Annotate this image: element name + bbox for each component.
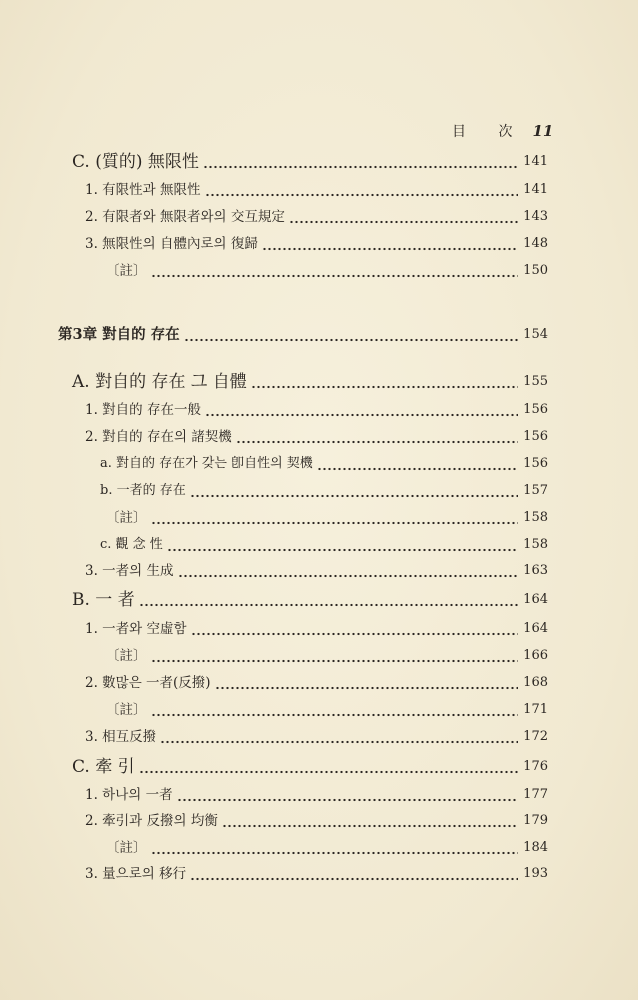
toc-entry-page: 163 — [523, 563, 548, 578]
toc-entry — [0, 644, 638, 666]
toc-entry-label: 〔註〕 — [106, 510, 147, 526]
toc-entry-page: 172 — [523, 729, 548, 744]
leader-dots — [190, 481, 518, 501]
toc-entry-page: 150 — [523, 263, 548, 278]
toc-entry — [0, 533, 638, 555]
leader-dots — [177, 785, 518, 805]
toc-entry-label: 1. 有限性과 無限性 — [85, 182, 201, 198]
toc-entry-label: 〔註〕 — [106, 263, 147, 279]
leader-dots — [139, 590, 518, 610]
toc-entry — [0, 862, 638, 884]
toc-entry-page: 171 — [523, 702, 548, 717]
leader-dots — [289, 207, 518, 227]
leader-dots — [222, 811, 518, 831]
leader-dots — [151, 508, 519, 528]
toc-entry-page: 193 — [523, 866, 548, 881]
toc-entry-label: 1. 一者와 空虛함 — [85, 621, 187, 637]
toc-entry-page: 164 — [523, 621, 548, 636]
leader-dots — [139, 757, 518, 777]
toc-chapter-entry — [0, 323, 638, 345]
toc-entry-page: 177 — [523, 787, 548, 802]
leader-dots — [160, 727, 518, 747]
toc-entry — [0, 783, 638, 805]
running-header — [452, 121, 553, 141]
leader-dots — [205, 400, 518, 420]
leader-dots — [151, 838, 519, 858]
toc-entry-label: A. 對自的 存在 그 自體 — [72, 372, 247, 392]
toc-entry — [0, 506, 638, 528]
toc-entry-page: 179 — [523, 813, 548, 828]
leader-dots — [251, 372, 518, 392]
toc-entry — [0, 205, 638, 227]
toc-entry-page: 168 — [523, 675, 548, 690]
leader-dots — [236, 427, 518, 447]
toc-entry-label: 2. 對自的 存在의 諸契機 — [85, 429, 232, 445]
toc-entry-page: 157 — [523, 483, 548, 498]
leader-dots — [151, 261, 519, 281]
toc-entry — [0, 259, 638, 281]
toc-entry — [0, 698, 638, 720]
leader-dots — [317, 454, 518, 474]
leader-dots — [205, 180, 518, 200]
leader-dots — [191, 619, 518, 639]
toc-entry-page: 156 — [523, 402, 548, 417]
toc-entry-page: 156 — [523, 456, 548, 471]
toc-entry-label: a. 對自的 存在가 갖는 卽自性의 契機 — [100, 456, 313, 471]
leader-dots — [167, 535, 518, 555]
toc-entry — [0, 617, 638, 639]
toc-entry — [0, 588, 638, 610]
toc-entry-page: 158 — [523, 510, 548, 525]
toc-entry-label: 3. 相互反撥 — [85, 729, 157, 745]
leader-dots — [215, 673, 518, 693]
toc-entry-page: 164 — [523, 592, 548, 607]
toc-entry — [0, 559, 638, 581]
leader-dots — [151, 646, 519, 666]
toc-entry — [0, 836, 638, 858]
toc-entry-label: 2. 牽引과 反撥의 均衡 — [85, 813, 218, 829]
toc-entry — [0, 671, 638, 693]
leader-dots — [151, 700, 519, 720]
toc-entry-label: 3. 量으로의 移行 — [85, 866, 187, 882]
toc-entry — [0, 178, 638, 200]
toc-entry — [0, 725, 638, 747]
leader-dots — [178, 561, 518, 581]
toc-entry — [0, 479, 638, 501]
toc-entry-label: b. 一者的 存在 — [100, 483, 186, 498]
toc-entry-page: 148 — [523, 236, 548, 251]
toc-entry — [0, 425, 638, 447]
toc-entry-page: 158 — [523, 537, 548, 552]
header-title: 目 次 — [452, 124, 527, 140]
toc-entry-label: c. 觀 念 性 — [100, 537, 163, 552]
toc-entry — [0, 398, 638, 420]
toc-entry — [0, 755, 638, 777]
toc-entry-label: C. (質的) 無限性 — [72, 152, 199, 172]
header-page-number: 11 — [532, 122, 554, 140]
toc-entry-page: 176 — [523, 759, 548, 774]
toc-entry-page: 141 — [523, 154, 548, 169]
toc-entry-label: 2. 有限者와 無限者와의 交互規定 — [85, 209, 285, 225]
toc-entry-page: 184 — [523, 840, 548, 855]
toc-entry — [0, 150, 638, 172]
leader-dots — [262, 234, 518, 254]
toc-entry-label: C. 牽 引 — [72, 757, 135, 777]
toc-entry — [0, 809, 638, 831]
toc-entry-label: 3. 無限性의 自體內로의 復歸 — [85, 236, 258, 252]
toc-entry — [0, 452, 638, 474]
toc-entry-page: 154 — [523, 327, 548, 342]
toc-entry-label: 〔註〕 — [106, 648, 147, 664]
toc-entry-page: 155 — [523, 374, 548, 389]
leader-dots — [203, 152, 518, 172]
toc-entry-page: 156 — [523, 429, 548, 444]
toc-entry-label: 1. 對自的 存在一般 — [85, 402, 201, 418]
toc-entry-label: 3. 一者의 生成 — [85, 563, 174, 579]
leader-dots — [190, 864, 518, 884]
toc-entry-label: 2. 數많은 一者(反撥) — [85, 675, 211, 691]
toc-entry-label: 〔註〕 — [106, 840, 147, 856]
toc-entry-label: B. 一 者 — [72, 590, 135, 610]
toc-entry-label: 第3章 對自的 存在 — [58, 326, 180, 343]
toc-entry-page: 143 — [523, 209, 548, 224]
toc-entry — [0, 370, 638, 392]
toc-entry-page: 141 — [523, 182, 548, 197]
leader-dots — [184, 325, 518, 345]
toc-entry-label: 1. 하나의 一者 — [85, 787, 173, 803]
toc-entry-page: 166 — [523, 648, 548, 663]
toc-entry — [0, 232, 638, 254]
toc-entry-label: 〔註〕 — [106, 702, 147, 718]
